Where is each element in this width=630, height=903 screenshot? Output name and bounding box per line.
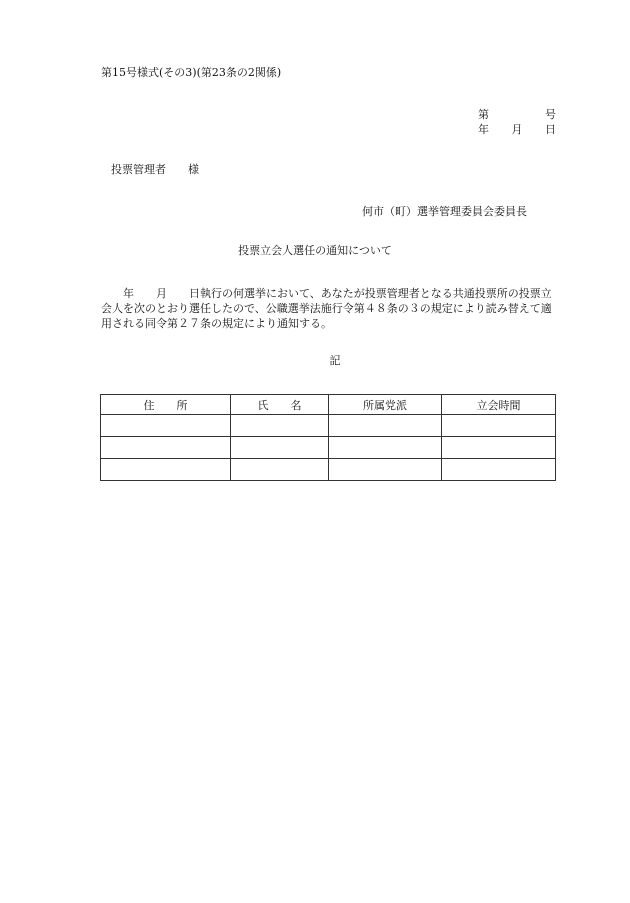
addressee-name: 投票管理者 [111, 163, 166, 176]
table-cell [101, 415, 231, 437]
addressee [111, 163, 199, 177]
table-cell [101, 437, 231, 459]
header-time: 立会時間 [442, 395, 556, 415]
table-cell [329, 437, 442, 459]
table-header-row [101, 395, 556, 415]
table-row [101, 415, 556, 437]
table-cell [442, 415, 556, 437]
header-party: 所属党派 [329, 395, 442, 415]
document-date [478, 123, 556, 137]
table-cell [442, 459, 556, 481]
officer-table [100, 394, 556, 481]
form-number: 第15号様式(その3)(第23条の2関係) [101, 66, 282, 79]
document-number-prefix: 第 [478, 108, 489, 121]
table-row [101, 437, 556, 459]
sender: 何市（町）選挙管理委員会委員長 [362, 205, 527, 218]
header-address: 住 所 [101, 395, 231, 415]
table-cell [101, 459, 231, 481]
body-line: 年 月 日執行の何選挙において、あなたが投票管理者となる共通投票所の投票立 [101, 287, 552, 300]
body-text [101, 286, 557, 331]
body-line: 用される同令第２７条の規定により通知する。 [101, 317, 332, 330]
date-day: 日 [545, 123, 556, 136]
table-cell [329, 415, 442, 437]
table-cell [231, 437, 329, 459]
table-cell [442, 437, 556, 459]
table-cell [329, 459, 442, 481]
subject-title: 投票立会人選任の通知について [238, 244, 392, 257]
document-number [478, 108, 556, 122]
ki-heading: 記 [329, 354, 341, 367]
table-cell [231, 415, 329, 437]
table-row [101, 459, 556, 481]
header-name: 氏 名 [231, 395, 329, 415]
date-year: 年 [478, 123, 489, 136]
addressee-honorific: 様 [188, 163, 199, 176]
table-cell [231, 459, 329, 481]
document-number-suffix: 号 [545, 108, 556, 121]
body-line: 会人を次のとおり選任したので、公職選挙法施行令第４８条の３の規定により読み替えて適 [101, 302, 552, 315]
date-month: 月 [511, 123, 523, 136]
